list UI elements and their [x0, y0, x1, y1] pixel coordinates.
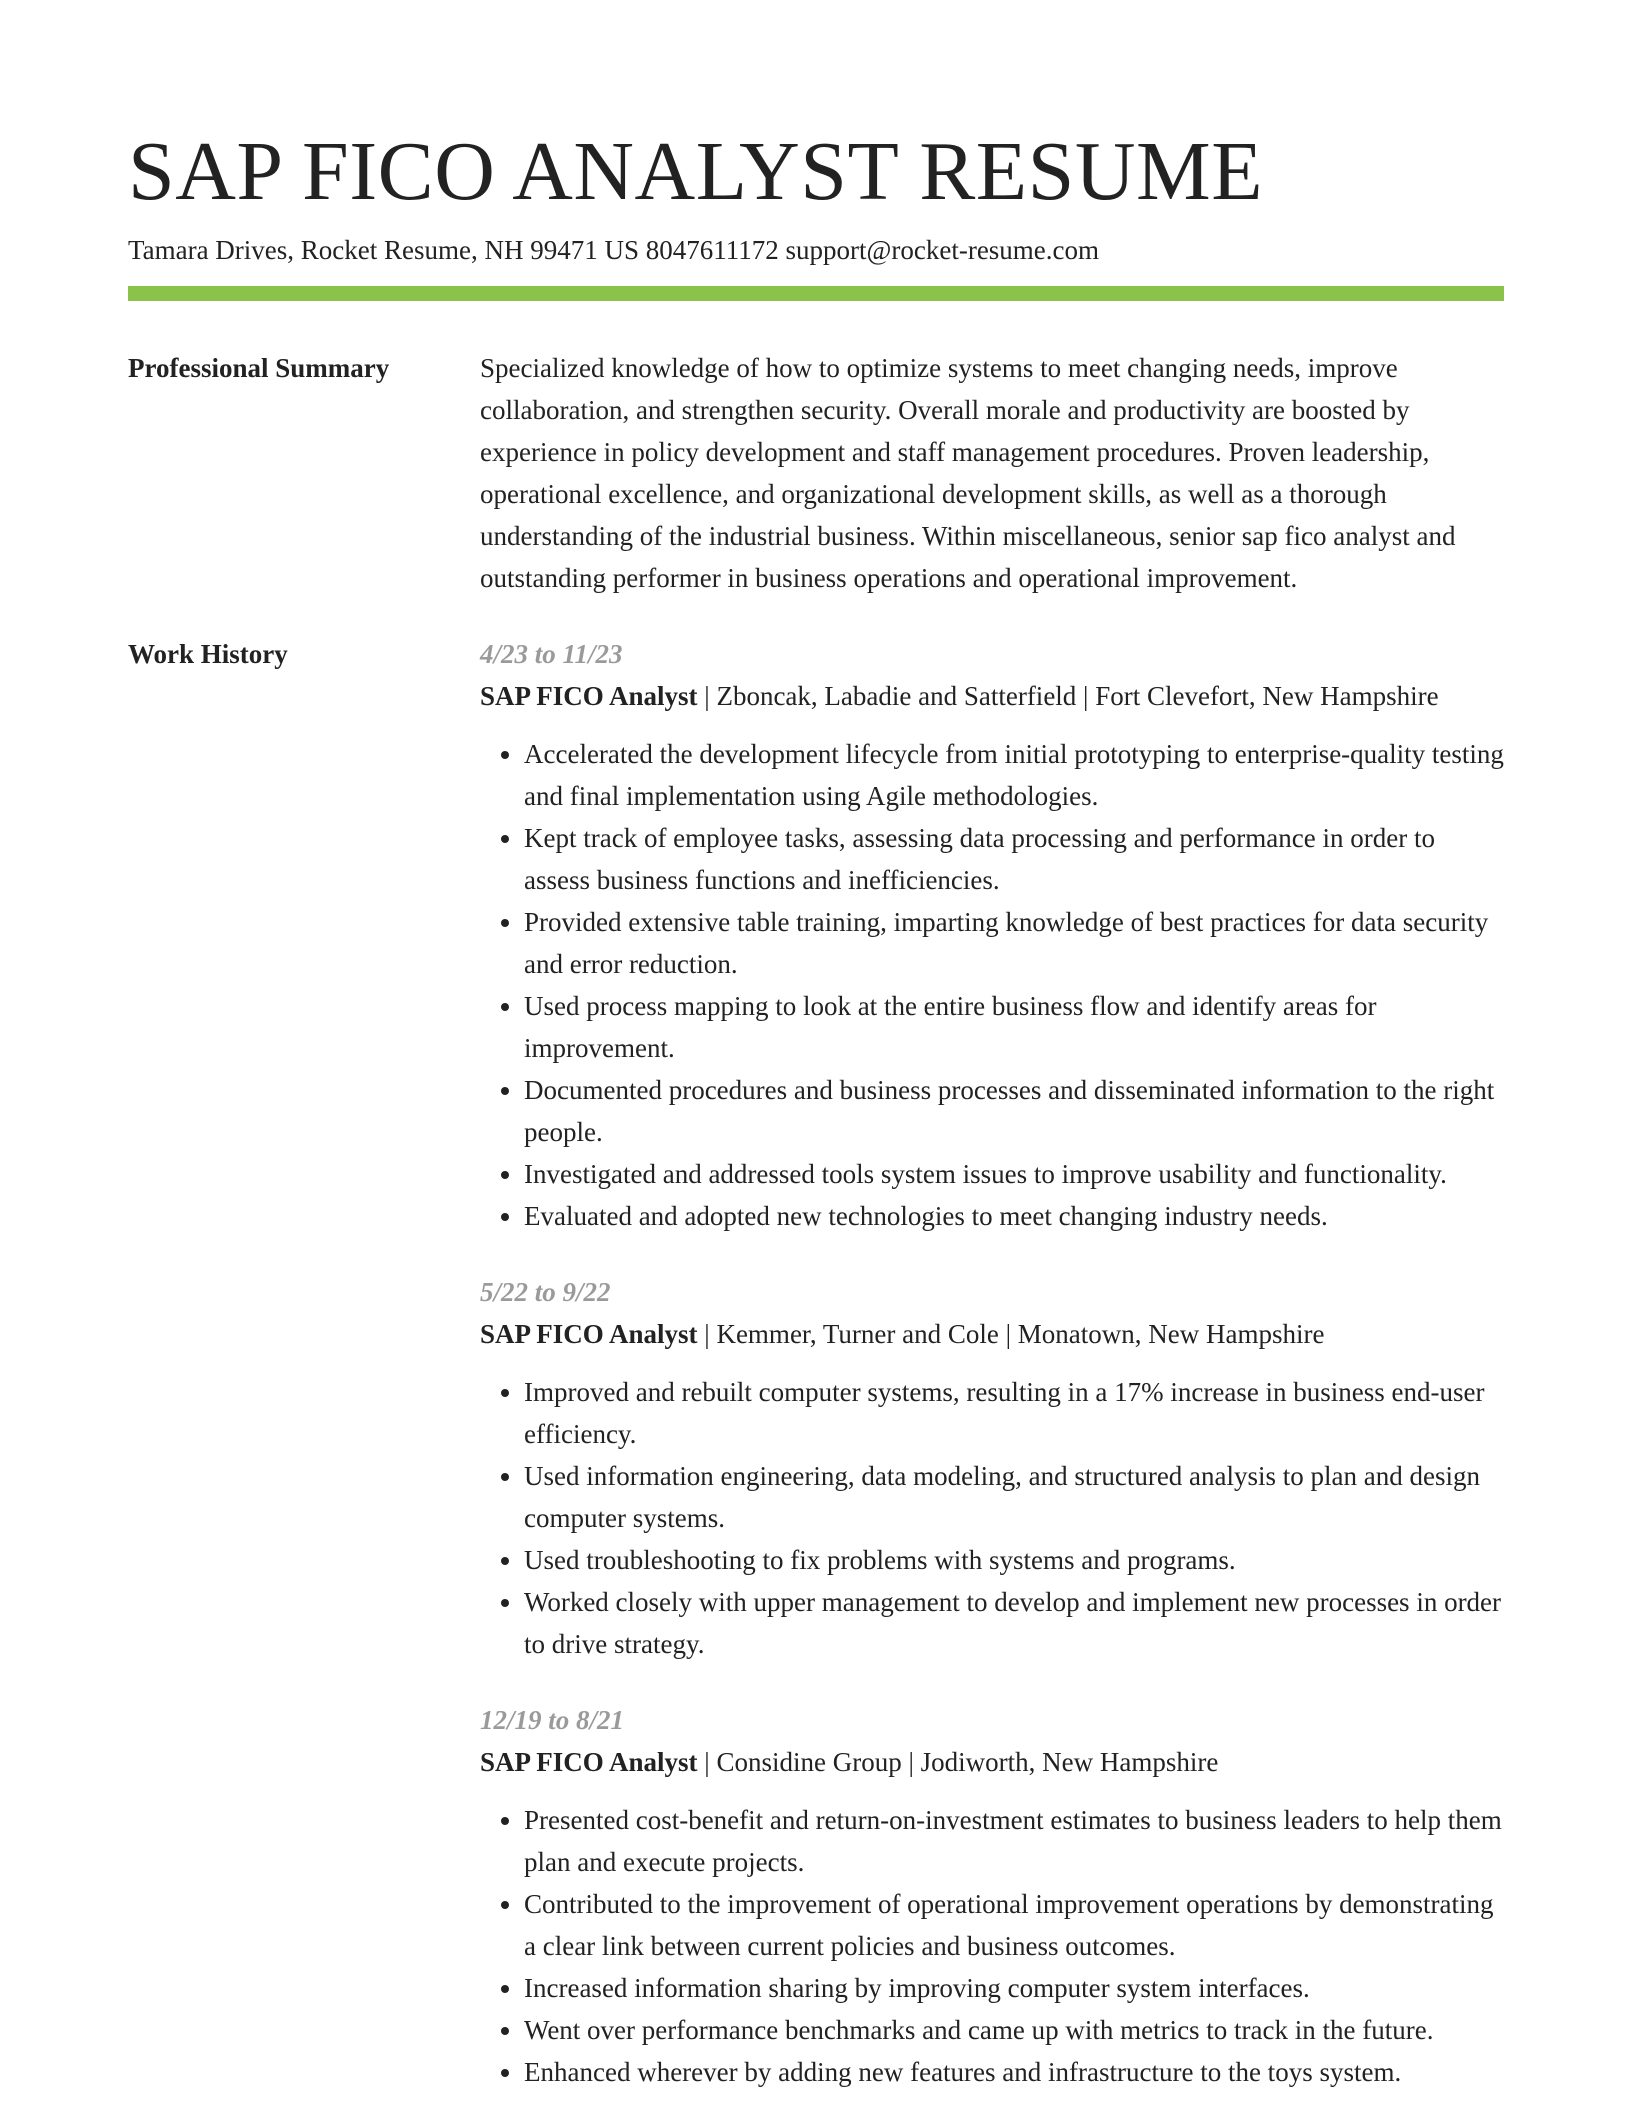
job-dates: 4/23 to 11/23 — [480, 639, 623, 669]
bullet-item: • Kept track of employee tasks, assessing data processing and performance in order to assess business functions and inefficiencies. — [524, 817, 1504, 901]
job-role: SAP FICO Analyst — [480, 1747, 698, 1777]
bullet-item: • Provided extensive table training, imparting knowledge of best practices for data security and error reduction. — [524, 901, 1504, 985]
job-entry — [480, 1699, 1504, 2093]
job-title-line — [480, 675, 1504, 717]
bullet-item: • Used troubleshooting to fix problems with systems and programs. — [524, 1539, 1504, 1581]
job-role: SAP FICO Analyst — [480, 681, 698, 711]
job-role: SAP FICO Analyst — [480, 1319, 698, 1349]
job-title-line — [480, 1313, 1504, 1355]
contact-line: Tamara Drives, Rocket Resume, NH 99471 US 8047611172 support@rocket-resume.com — [128, 235, 1100, 265]
bullet-item: • Improved and rebuilt computer systems, resulting in a 17% increase in business end-user efficiency. — [524, 1371, 1504, 1455]
bullet-item: • Worked closely with upper management to develop and implement new processes in order to drive strategy. — [524, 1581, 1504, 1665]
bullet-item: • Accelerated the development lifecycle from initial prototyping to enterprise-quality testing and final implementation using Agile methodologies. — [524, 733, 1504, 817]
job-title-line — [480, 1741, 1504, 1783]
bullet-item: • Evaluated and adopted new technologies to meet changing industry needs. — [524, 1195, 1504, 1237]
job-details: | Considine Group | Jodiworth, New Hampshire — [697, 1747, 1219, 1777]
work-history-section — [480, 633, 1504, 2127]
job-bullets — [480, 1371, 1504, 1665]
bullet-item: • Documented procedures and business processes and disseminated information to the right people. — [524, 1069, 1504, 1153]
bullet-item: • Presented cost-benefit and return-on-investment estimates to business leaders to help them plan and execute projects. — [524, 1799, 1504, 1883]
job-dates: 5/22 to 9/22 — [480, 1277, 611, 1307]
bullet-item: • Enhanced wherever by adding new features and infrastructure to the toys system. — [524, 2051, 1504, 2093]
summary-label: Professional Summary — [128, 353, 390, 383]
bullet-item: • Contributed to the improvement of operational improvement operations by demonstrating a clear link between current policies and business outcomes. — [524, 1883, 1504, 1967]
bullet-item: • Used information engineering, data modeling, and structured analysis to plan and design computer systems. — [524, 1455, 1504, 1539]
job-bullets — [480, 1799, 1504, 2093]
bullet-item: • Investigated and addressed tools system issues to improve usability and functionality. — [524, 1153, 1504, 1195]
summary-section — [480, 347, 1504, 599]
bullet-item: • Used process mapping to look at the entire business flow and identify areas for improvement. — [524, 985, 1504, 1069]
header-divider — [128, 286, 1504, 301]
summary-text: Specialized knowledge of how to optimize systems to meet changing needs, improve collaboration, and strengthen security. Overall morale and productivity are boosted by experience in policy development and staff management procedures. Proven leadership, operational excellence, and organizational development skills, as well as a thorough understanding of the industrial business. Within miscellaneous, senior sap fico analyst and outstanding performer in business operations and operational improvement. — [480, 353, 1456, 593]
job-dates: 12/19 to 8/21 — [480, 1705, 625, 1735]
bullet-item: • Increased information sharing by improving computer system interfaces. — [524, 1967, 1504, 2009]
job-entry — [480, 1271, 1504, 1665]
job-entry — [480, 633, 1504, 1237]
job-bullets — [480, 733, 1504, 1237]
job-details: | Zboncak, Labadie and Satterfield | Fort Clevefort, New Hampshire — [697, 681, 1439, 711]
bullet-item: • Went over performance benchmarks and came up with metrics to track in the future. — [524, 2009, 1504, 2051]
resume-title: SAP FICO ANALYST RESUME — [128, 125, 1263, 218]
job-details: | Kemmer, Turner and Cole | Monatown, New Hampshire — [697, 1319, 1325, 1349]
work-history-label: Work History — [128, 639, 288, 669]
